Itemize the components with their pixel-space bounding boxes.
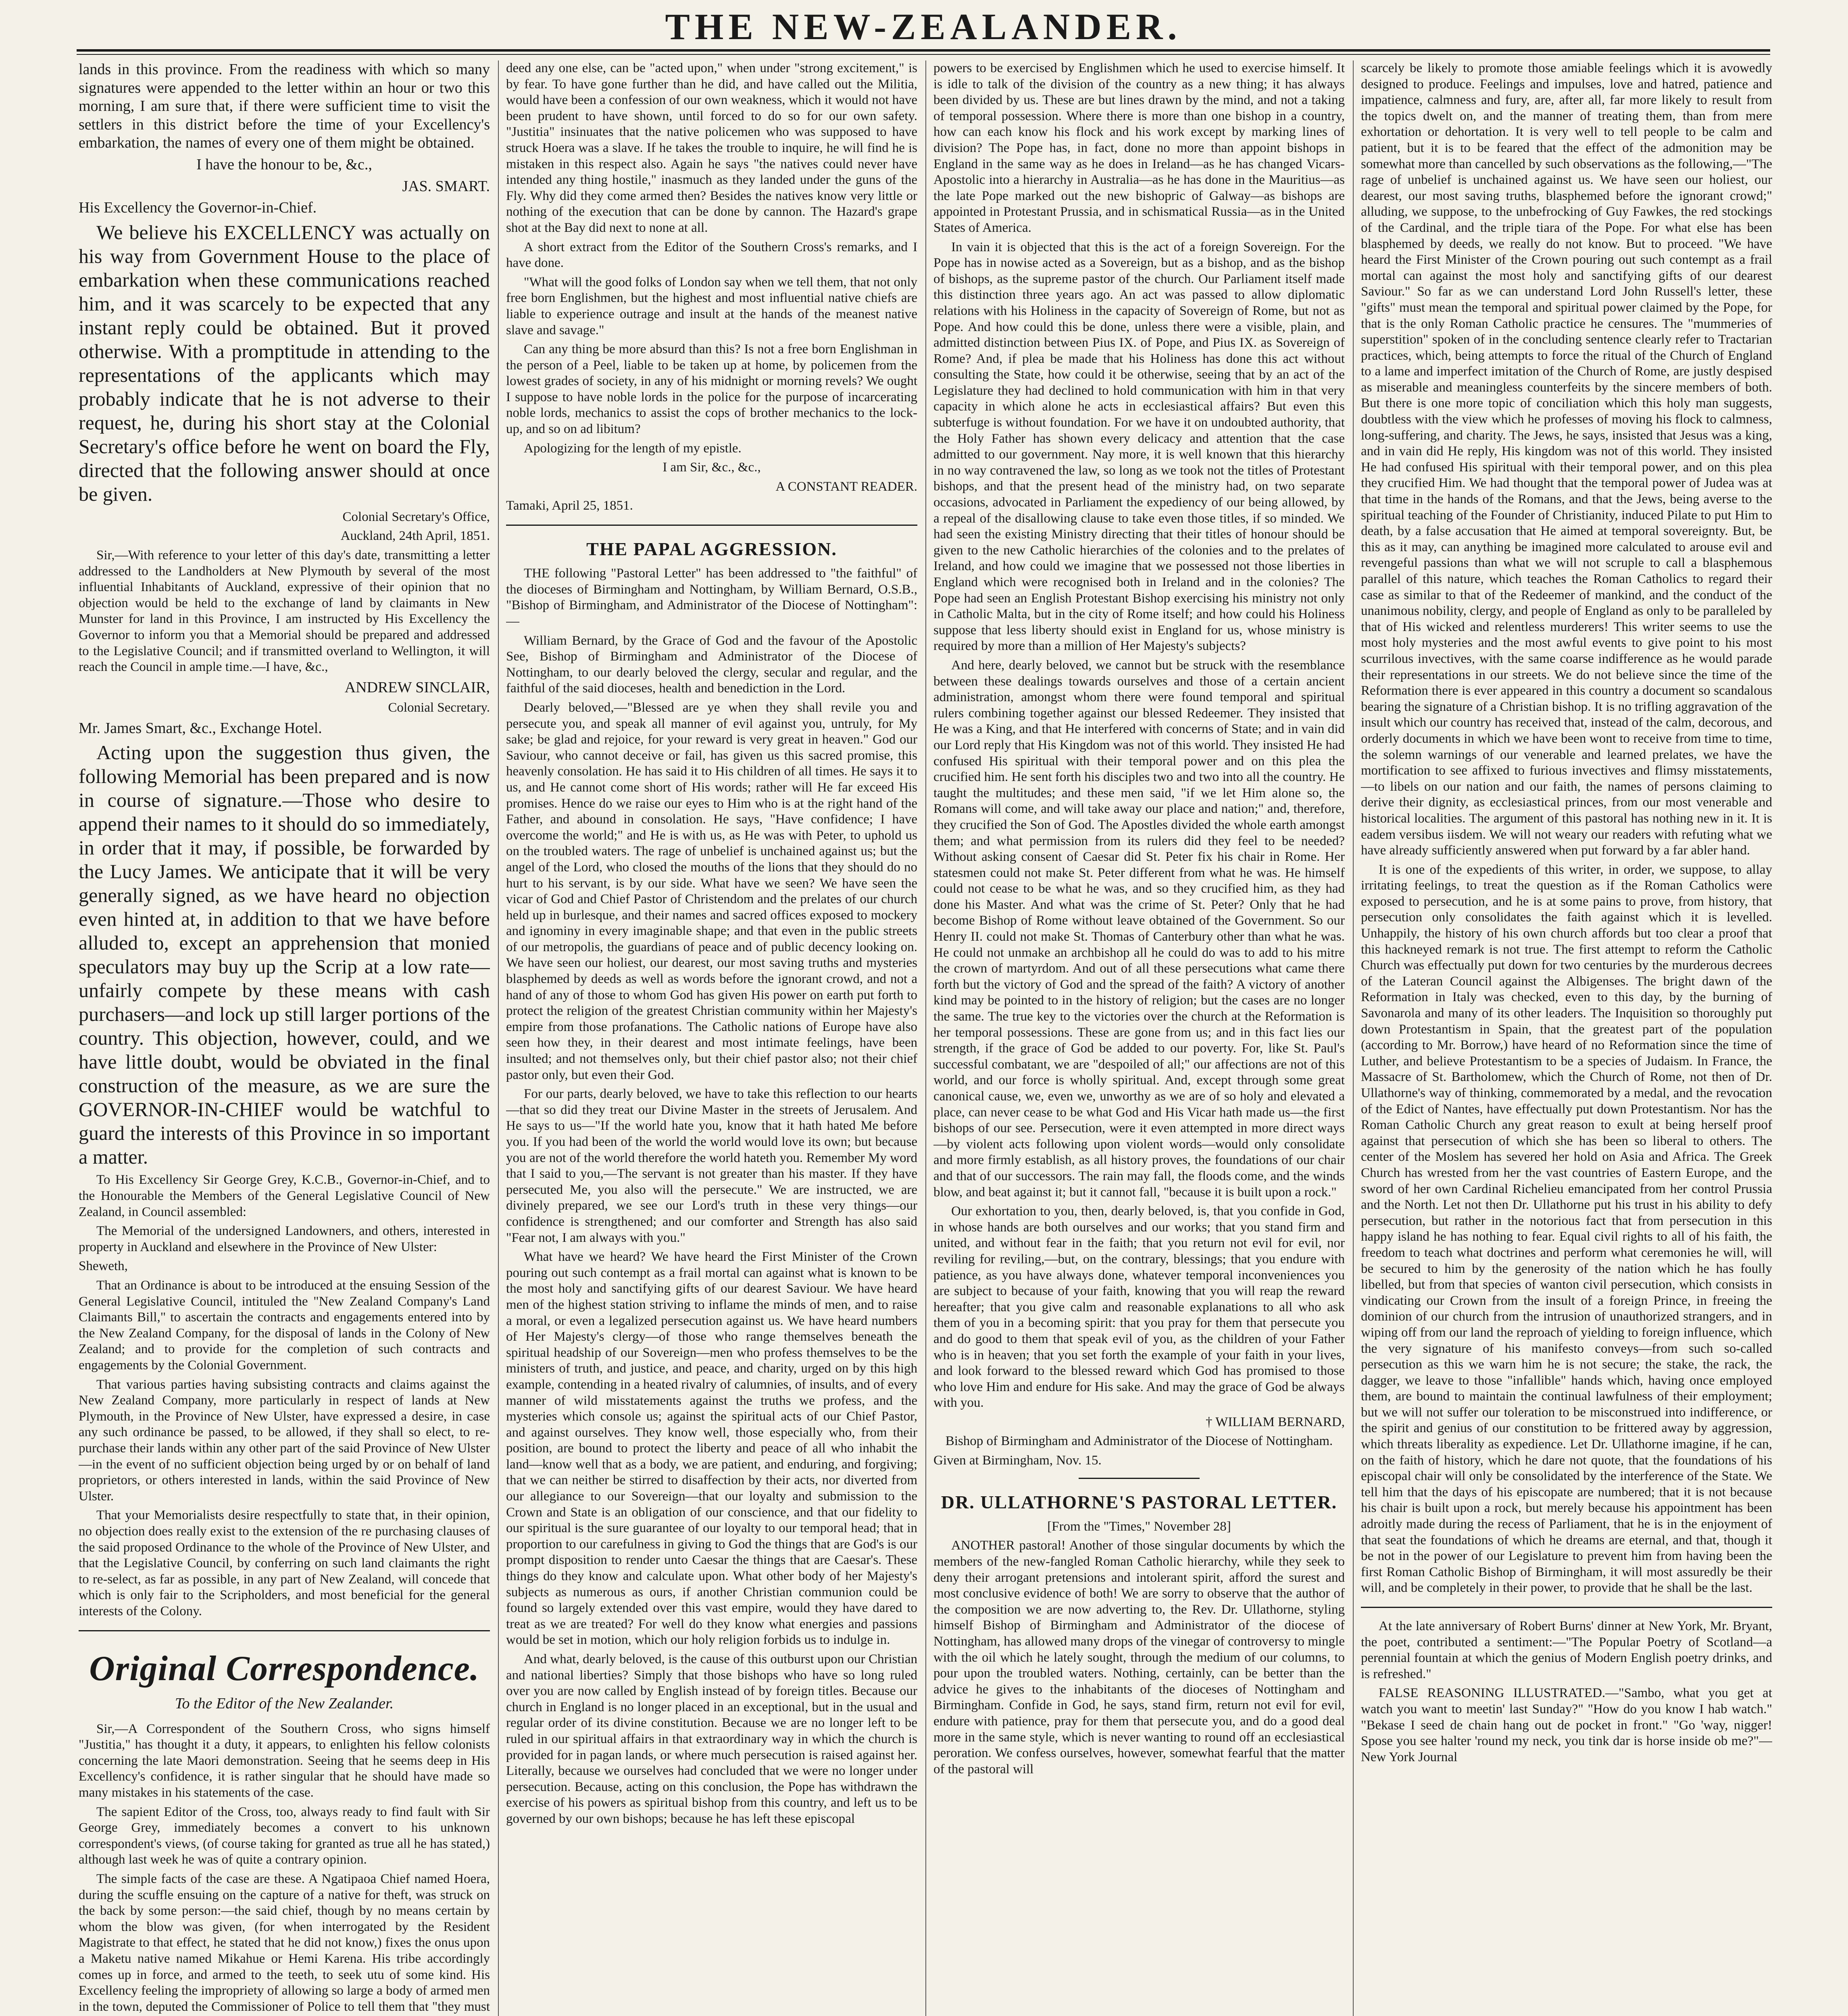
paragraph: scarcely be likely to promote those amiable feelings which it is avowedly designed to produce. Feelings and impulses, love and hatred, patience and impatience, calmness and fury, are, after all, far more likely to result from the topics dwelt on, and the manner of treating them, than from mere exhortation or dehortation. It is very well to tell people to be calm and patient, but it is to be feared that the effect of the admonition may be somewhat more than cancelled by such observations as the following,—"The rage of unbelief is unchained against us. We have seen our holiest, our dearest, our most saving truths, blasphemed before the ignorant crowd;" alluding, we suppose, to the unbefrocking of Guy Fawkes, the red stockings of the Cardinal, and the triple tiara of the Pope. For what else has been blasphemed by deeds, we really do not know. But to proceed. "We have heard the First Minister of the Crown pouring out such contempt as a frail mortal can against the most holy and sanctifying gifts of our dearest Saviour." So far as we can understand Lord John Russell's letter, these "gifts" must mean the temporal and spiritual power claimed by the Pope, for that is the only Roman Catholic practice he censures. The "mummeries of superstition" spoken of in the concluding sentence clearly refer to Tractarian practices, which, being attempts to force the ritual of the Church of England to a lame and imperfect imitation of the Church of Rome, are justly despised as miserable and meaningless counterfeits by the sincere members of both. But there is one more topic of conciliation which this holy man suggests, doubtless with the view which he professes of moving his flock to calmness, long-suffering, and charity. The Jews, he says, insisted that Jesus was a king, and in vain did He reply, His kingdom was not of this world. They insisted He had confused His spiritual with their temporal power, and on this plea they crucified Him. We had thought that the temporal power of Judea was at that time in the hands of the Romans, and that the Jews, being averse to the spiritual teaching of the Founder of Christianity, induced Pilate to put Him to death, by a false accusation that He aimed at temporal sovereignty. But, be this as it may, can anything be imagined more calculated to arouse evil and revengeful passions than what we will not scruple to call a blasphemous parallel of this nature, which teaches the Roman Catholics to regard their case as similar to that of the Redeemer of mankind, and the conduct of the unanimous nobility, clergy, and people of England as only to be paralleled by that of His wicked and relentless murderers! This writer seems to use the most holy mysteries and the most awful events to give point to his most scurrilous invectives, with the same coarse indifference as he would parade their representations in our streets. We do not believe since the time of the Reformation there is ever appeared in this country a document so scandalous bearing the signature of a Christian bishop. It is no trifling aggravation of the insult which our country has received that, instead of the calm, decorous, and orderly documents in which we have been wont to receive from time to time, the solemn warnings of our venerable and learned prelates, we have the mortification to see affixed to furious invectives and flimsy misstatements, —to libels on our nation and our faith, the names of persons claiming to derive their dignity, as ecclesiastical princes, from our most venerable and historical localities. The argument of this pastoral has nothing new in it. It is eadem versibus iisdem. We will not weary our readers with refuting what we have already sufficiently answered when put forward by a far abler hand. [1361, 61, 1772, 858]
column-4 [1361, 60, 1772, 2016]
paragraph: It is one of the expedients of this writer, in order, we suppose, to allay irritating feelings, to treat the question as if the Roman Catholics were exposed to persecution, and he is at some pains to prove, from history, that persecution only consolidates the faith against which it is levelled. Unhappily, the history of his own church affords but too clear a proof that this hackneyed remark is not true. The first attempt to reform the Catholic Church was effectually put down for two centuries by the murderous decrees of the Lateran Council against the Albigenses. The bright dawn of the Reformation in Italy was checked, even to this day, by the burning of Savonarola and many of its other leaders. The Inquisition so thoroughly put down Protestantism in Spain, that the greatest part of the population (according to Mr. Borrow,) have heard of no Reformation since the time of Luther, and believe Protestantism to be a species of Judaism. In France, the Massacre of St. Bartholomew, which the Church of Rome, not then of Dr. Ullathorne's way of thinking, commemorated by a medal, and the revocation of the Edict of Nantes, have effectually put down Protestantism. Nor has the Roman Catholic Church any great reason to exult at being herself proof against that persecution of which she has been so liberal to others. The center of the Moslem has severed her hold on Asia and Africa. The Greek Church has wrested from her the vast countries of Eastern Europe, and the sword of her own Cardinal Richelieu emancipated from her control Prussia and the North. Let not then Dr. Ullathorne put his trust in his ability to defy persecution, but rather in the notorious fact that from persecution in this happy island he has nothing to fear. Equal civil rights to all of his faith, the freedom to teach what doctrines and perform what ceremonies he will, will be secured to him by the generosity of the nation which he has foully libelled, but from that species of wanton civil persecution, which consists in vindicating our Crown from the insult of a foreign Prince, in freeing the dominion of our church from the intrusion of unauthorized strangers, and in wiping off from our land the reproach of yielding to foreign influence, which the very signature of his manifesto conveys—from such so-called persecution as this we warn him he is not secure; the stake, the rack, the dagger, we leave to those "infallible" hands which, having once employed them, are bound to maintain the continual lawfulness of their employment; but we will not suffer our toleration to be misconstrued into indifference, or the spirit and genius of our constitution to be frittered away by aggression, which threats liberality as expedience. Let Dr. Ullathorne imagine, if he can, on the faith of history, which he dare not quote, that the foundations of his episcopal chair will only be consolidated by the interference of the State. We tell him that the days of his episcopate are numbered; that it is not because his chair is built upon a rock, but merely because his appointment has been adroitly made during the recess of Parliament, that he is in the enjoyment of that seat the foundations of which he dreams are eternal, and that, though it be not in the power of our Legislature to prevent him from having been the first Roman Catholic Bishop of Birmingham, it will most assuredly be their will, and be completely in their power, to provide that he shall be the last. [1361, 862, 1772, 1595]
paragraph: "What will the good folks of London say when we tell them, that not only free born Englishmen, but the highest and most influential native chiefs are liable to experience outrage and insult at the hands of the meanest native slave and savage." [506, 275, 917, 337]
paragraph: Acting upon the suggestion thus given, the following Memorial has been prepared and is now in course of signature.—Those who desire to append their names to it should do so immediately, in order that it may, if possible, be forwarded by the Lucy James. We anticipate that it will be very generally signed, as we have heard no objection even hinted at, in addition to that we have before alluded to, except an apprehension that monied speculators may buy up the Scrip at a low rate—unfairly compete by these means with cash purchasers—and lock up still larger portions of the country. This objection, however, could, and we have little doubt, would be obviated in the final construction of the measure, as we are sure the GOVERNOR-IN-CHIEF would be watchful to guard the interests of this Province in so important a matter. [79, 741, 490, 1168]
column-2 [506, 60, 917, 2016]
section-heading: Original Correspondence. [89, 1649, 479, 1688]
paragraph: And here, dearly beloved, we cannot but be struck with the resemblance between these dealings towards ourselves and those of a certain ancient administration, amongst whom there were found temporal and spiritual rulers combining together against our blessed Redeemer. They insisted that He was a King, and that He interfered with concerns of State; and in vain did our Lord reply that His Kingdom was not of this world. They insisted He had confused His spiritual with their temporal power and on this plea the crucified him. He sent forth his disciples two and two into all the country. He taught the multitudes; and these men said, "if we let Him alone so, the Romans will come, and will take away our place and nation;" and, therefore, they crucified the Son of God. The Apostles divided the whole earth amongst them; and what permission from its rulers did they feel to be needed? Without asking consent of Caesar did St. Peter fix his chair in Rome. Her statesmen could not make St. Peter different from what he was. He himself could not cease to be what he was, and so they crucified him, as they had done his Master. And what was the crime of St. Peter? Only that he had become Bishop of Rome without leave obtained of the Government. So our Henry II. could not make St. Thomas of Canterbury other than what he was. He could not unmake an archbishop all he could do was to add to his mitre the crown of martyrdom. And out of all these persecutions what came there forth but the victory of God and the spread of the faith? A victory of another kind may be pointed to in the history of religion; but the cases are no longer the same. The true key to the victories over the church at the Reformation is her temporal possessions. These are gone from us; and in this fact lies our strength, if the grace of God be added to our poverty. For, like St. Paul's successful combatant, we are "despoiled of all;" our affections are not of this world, and our force is wholly spiritual. And, except through some great canonical cause, we, even we, unworthy as we are of so holy and elevated a place, can never cease to be what God and His Vicar hath made us—the first bishops of our see. Persecution, were it even attempted in more direct ways—by violent acts following upon violent words—would only consolidate and more firmly establish, as all history proves, the foundations of our chair and that of our successors. The rain may fall, the floods come, and the winds blow, and beat against it; but it cannot fall, "because it is built upon a rock." [933, 658, 1345, 1200]
memorial-sheweth: Sheweth, [79, 1259, 128, 1274]
letter-signer: ANDREW SINCLAIR, [344, 679, 490, 696]
memorial-address: To His Excellency Sir George Grey, K.C.B., Governor-in-Chief, and to the Honourable the Members of the General Legislative Council of New Zealand, in Council assembled: [79, 1173, 490, 1219]
paragraph: deed any one else, can be "acted upon," when under "strong excitement," is by fear. To have gone further than he did, and have called out the Militia, would have been a confession of our own weakness, which it would not have been prudent to have shown, until forced to do so for our own safety. "Justitia" insinuates that the native policemen who was supposed to have struck Hoera was a slave. If he takes the trouble to inquire, he will find he is mistaken in this respect also. Again he says "the natives could never have intended any thing hostile," inasmuch as they landed under the guns of the Fly. Why did they come armed then? Besides the natives know very little or nothing of the execution that can be done by cannon. The Hazard's grape shot at the Bay did next to none at all. [506, 61, 917, 235]
paragraph: THE following "Pastoral Letter" has been addressed to "the faithful" of the dioceses of Birmingham and Nottingham, by William Bernard, O.S.B., "Bishop of Birmingham, and Administrator of the Diocese of Nottingham":— [506, 566, 917, 629]
section-rule [79, 1630, 490, 1631]
article-source: [From the "Times," November 28] [1047, 1519, 1231, 1534]
paragraph: Can any thing be more absurd than this? Is not a free born Englishman in the person of a Peel, liable to be taken up at home, by policemen from the lowest grades of society, in any of his midnight or morning revels? We ought I suppose to have noble lords in the police for the purpose of incarcerating noble lords, mechanics to assist the cops of brother mechanics to the lock-up, and so on ad libitum? [506, 342, 917, 437]
paragraph: The sapient Editor of the Cross, too, always ready to find fault with Sir George Grey, immediately becomes a convert to his unknown correspondent's views, (of course taking for granted as true all he has stated,) although last week he was of quite a contrary opinion. [79, 1804, 490, 1867]
paragraph: Apologizing for the length of my epistle. [524, 441, 742, 456]
letter-place-date: Tamaki, April 25, 1851. [506, 498, 633, 513]
letter-closing: I am Sir, &c., &c., [663, 460, 761, 475]
letter-recipient: His Excellency the Governor-in-Chief. [79, 199, 317, 217]
paragraph: For our parts, dearly beloved, we have to take this reflection to our hearts—that so did they treat our Divine Master in the streets of Jerusalem. And He says to us—"If the world hate you, know that it hath hated Me before you. If you had been of the world the world would love its own; but because you are not of the world therefore the world hateth you. Remember My word that I said to you,—The servant is not greater than his master. If they have persecuted Me, you also will the persecute." We are instructed, we are divinely prepared, we see our Lord's truth in these very things—our confidence is strengthened; and our comforter and Strength has also said "Fear not, I am always with you." [506, 1087, 917, 1245]
section-rule [1361, 1607, 1772, 1608]
paragraph: The simple facts of the case are these. A Ngatipaoa Chief named Hoera, during the scuffle ensuing on the capture of a native for theft, was struck on the back by some person:—the said chief, though by no means certain by whom the blow was given, (for when interrogated by the Resident Magistrate to that effect, he stated that he did not know,) fixes the onus upon a Maketu native named Mikahue or Hemi Karena. His tribe accordingly comes up in force, and armed to the teeth, to seek utu of some kind. His Excellency feeling the impropriety of allowing so large a body of armed men in the town, deputed the Commissioner of Police to tell them that "they must [79, 1872, 490, 2014]
paragraph: FALSE REASONING ILLUSTRATED.—"Sambo, what you get at watch you want to meetin' last Sunday?" "How do you know I hab watch." "Bekase I seed de chain hang out de pocket in front." "Go 'way, nigger! Spose you see halter 'round my neck, you tink dar is horse inside ob me?"—New York Journal [1361, 1686, 1772, 1764]
office-date: Auckland, 24th April, 1851. [340, 529, 490, 544]
column-divider [925, 60, 926, 2016]
memorial-clause: That various parties having subsisting contracts and claims against the New Zealand Company, more particularly in respect of lands at New Plymouth, in the Province of New Ulster, have expressed a desire, in case any such ordinance be passed, to be allowed, if they shall so elect, to re-purchase their lands within any other part of the said Province of New Ulster—in the event of no sufficient objection being urged by or on behalf of land proprietors, or others interested in lands, within the said Province of New Ulster. [79, 1377, 490, 1504]
section-rule [1079, 1478, 1200, 1479]
paragraph: powers to be exercised by Englishmen which he used to exercise himself. It is idle to talk of the division of the country as a new thing; it has always been divided by us. These are but lines drawn by the mind, and not a taking of temporal possession. Where there is more than one bishop in a country, how can each know his flock and his work except by marking lines of division? The Pope has, in fact, done no more than appoint bishops in England in the same way as he does in Ireland—as he has changed Vicars-Apostolic into a hierarchy in Australia—as he has done in the Mauritius—as the late Pope marked out the new bishopric of Galway—as bishops are appointed in Protestant Prussia, and in schismatical Russia—as in the United States of America. [933, 61, 1345, 235]
article-heading: THE PAPAL AGGRESSION. [586, 539, 837, 560]
section-rule [506, 525, 917, 526]
letter-closing: I have the honour to be, &c., [196, 156, 372, 173]
memorial-intro: The Memorial of the undersigned Landowners, and others, interested in property in Auckland and elsewhere in the Province of New Ulster: [79, 1224, 490, 1254]
paragraph: Dearly beloved,—"Blessed are ye when they shall revile you and persecute you, and speak all manner of evil against you, untruly, for My sake; be glad and rejoice, for your reward is very great in heaven." God our Saviour, who cannot deceive or fail, has given us this sacred promise, this heavenly consolation. He has said it to His children of all times. He says it to us, and He cannot come short of His words; rather will He far exceed His promises. Hence do we raise our eyes to Him who is at the right hand of the Father, and abound in consolation. He says, "Have confidence; I have overcome the world;" and He is with us, as He was with Peter, to uphold us on the troubled waters. The rage of unbelief is unchained against us; but the angel of the Lord, who closed the mouths of the lions that they should do no hurt to his servant, is by our side. What have we seen? We have seen the vicar of God and Chief Pastor of Christendom and the prelates of our church held up in burlesque, and their names and sacred offices exposed to mockery and ignominy in every imaginable shape; and that even in the public streets of our metropolis, the guardians of peace and of public decency looking on. We have seen our holiest, our dearest, our most saving truths and mysteries blasphemed by deeds as well as words before the ignorant crowd, and not a hand of any of those to whom God has given His power on earth put forth to protect the religion of the greatest Christian community within her Majesty's empire from those profanations. The Catholic nations of Europe have also seen how they, in their dearest and most intimate feelings, have been insulted; and not themselves only, but their chief pastor also; not their chief pastor only, but even their God. [506, 700, 917, 1082]
column-3 [933, 60, 1345, 2016]
paragraph: Sir,—A Correspondent of the Southern Cross, who signs himself "Justitia," has thought it a duty, it appears, to enlighten his fellow colonists concerning the late Maori demonstration. Seeing that he seems deep in His Excellency's confidence, it is rather singular that he should have made so many mistakes in his statements of the case. [79, 1721, 490, 1800]
paragraph: We believe his EXCELLENCY was actually on his way from Government House to the place of embarkation when these communications reached him, and it was scarcely to be expected that any instant reply could be obtained. But it proved otherwise. With a promptitude in attending to the representations of the applicants which may probably indicate that he is not adverse to their request, he, during his short stay at the Colonial Secretary's office before he went on board the Fly, directed that the following answer should at once be given. [79, 221, 490, 505]
paragraph: At the late anniversary of Robert Burns' dinner at New York, Mr. Bryant, the poet, contributed a sentiment:—"The Popular Poetry of Scotland—a perennial fountain at which the genius of Modern English poetry drinks, and is refreshed." [1361, 1619, 1772, 1681]
signer-title: Colonial Secretary. [388, 700, 490, 715]
article-heading: DR. ULLATHORNE'S PASTORAL LETTER. [941, 1491, 1338, 1512]
section-subheading: To the Editor of the New Zealander. [175, 1695, 394, 1712]
masthead-title: THE NEW-ZEALANDER. [665, 6, 1182, 47]
column-divider [498, 60, 499, 2016]
letter-signer: JAS. SMART. [402, 177, 490, 195]
masthead-rule [77, 49, 1770, 52]
letter-address: Mr. James Smart, &c., Exchange Hotel. [79, 719, 322, 737]
memorial-clause: That an Ordinance is about to be introduced at the ensuing Session of the General Legislative Council, intituled the "New Zealand Company's Land Claimants Bill," to ascertain the contracts and engagements entered into by the New Zealand Company, for the disposal of lands in the Colony of New Zealand; and to provide for the completion of such contracts and engagements by the Colonial Government. [79, 1278, 490, 1372]
paragraph: ANOTHER pastoral! Another of those singular documents by which the members of the new-fangled Roman Catholic hierarchy, while they seek to deny their arrogant pretensions and intolerant spirit, afford the surest and most conclusive evidence of both! We are sorry to observe that the author of the composition we are now adverting to, the Rev. Dr. Ullathorne, styling himself Bishop of Birmingham and Administrator of the diocese of Nottingham, has allowed many drops of the vinegar of controversy to mingle with the oil which he lately sought, through the medium of our columns, to pour upon the troubled waters. Nothing, certainly, can be better than the advice he gives to the inhabitants of the dioceses of Nottingham and Birmingham. Confide in God, he says, stand firm, return not evil for evil, endure with patience, pray for them that persecute you, and do a good deal more in the same style, which is never wanting to round off an ecclesiastical peroration. We confess ourselves, however, somewhat fearful that the matter of the pastoral will [933, 1538, 1345, 1776]
office-name: Colonial Secretary's Office, [342, 509, 490, 524]
letter-date: Given at Birmingham, Nov. 15. [933, 1453, 1102, 1468]
letter-signer: † WILLIAM BERNARD, [1206, 1414, 1345, 1429]
column-1 [79, 60, 490, 2016]
column-divider [1353, 60, 1354, 2016]
paragraph: lands in this province. From the readiness with which so many signatures were appended to the letter within an hour or two this morning, I am sure that, if there were sufficient time to visit the settlers in this district before the time of your Excellency's embarkation, the names of every one of them might be obtained. [79, 61, 490, 152]
paragraph: What have we heard? We have heard the First Minister of the Crown pouring out such contempt as a frail mortal can against what is known to be the most holy and sanctifying gifts of our dearest Saviour. We have heard men of the highest station striving to inflame the minds of men, and to raise a moral, or even a legalized persecution against us. We have heard numbers of Her Majesty's clergy—of those who range themselves beneath the spiritual headship of our Sovereign—men who profess themselves to be the ministers of truth, and justice, and peace, and charity, urged on by this high example, contending in a heated rivalry of calumnies, of insults, and of every manner of wild misstatements against the truths we profess, and the mysteries which console us; against the spiritual acts of our Chief Pastor, and against ourselves. They know well, those especially who, from their position, are bound to protect the liberty and peace of all who inhabit the land—know well that as a body, we are patient, and enduring, and forgiving; that we can neither be stirred to disaffection by their acts, nor diverted from our allegiance to our Sovereign—that our loyalty and submission to the Crown and State is an obligation of our conscience, and that our fidelity to our spiritual is the sure guarantee of our loyalty to our temporal head; that in proportion to our carefulness in giving to God the things that are God's is our prompt disposition to render unto Caesar the things that are Caesar's. These things do they know and calculate upon. What other body of her Majesty's subjects as numerous as ours, if another Christian communion could be found so largely extended over this vast empire, would they have dared to treat as we are treated? For well do they know what energies and passions would be set in motion, which our holy religion forbids us to indulge in. [506, 1250, 917, 1647]
letter-signer: A CONSTANT READER. [775, 479, 917, 494]
paragraph: William Bernard, by the Grace of God and the favour of the Apostolic See, Bishop of Birmingham and Administrator of the Diocese of Nottingham, to our dearly beloved the clergy, secular and regular, and the faithful of the said dioceses, health and benediction in the Lord. [506, 633, 917, 696]
paragraph: Our exhortation to you, then, dearly beloved, is, that you confide in God, in whose hands are both ourselves and our works; that you stand firm and united, and without fear in the faith; that you return not evil for evil, nor reviling for reviling,—but, on the contrary, blessings; that you endure with patience, as you have always done, whatever temporal inconveniences you are subject to because of your faith, knowing that you will reap the reward hereafter; that you give calm and reasonable explanations to all who ask them of you in a becoming spirit: that you pray for them that persecute you and do good to them that speak evil of you, as the children of your Father who is in heaven; that you set forth the example of your faith in your lives, and look forward to the blessed reward which God has promised to those who love Him and endure for His sake. And may the grace of God be always with you. [933, 1204, 1345, 1410]
masthead-rule-thin [77, 54, 1770, 55]
memorial-clause: That your Memorialists desire respectfully to state that, in their opinion, no objection does really exist to the extension of the re purchasing clauses of the said proposed Ordinance to the whole of the Province of New Ulster, and that the Legislative Council, by conferring on such land claimants the right to re-select, as far as possible, in any part of New Zealand, will concede that which is only fair to the Scripholders, and most beneficial for the general interests of the Colony. [79, 1508, 490, 1618]
signer-title: Bishop of Birmingham and Administrator of the Diocese of Nottingham. [945, 1434, 1333, 1449]
paragraph: In vain it is objected that this is the act of a foreign Sovereign. For the Pope has in nowise acted as a Sovereign, but as a bishop, and as the bishop of bishops, as the supreme pastor of the church. Our Parliament itself made this distinction three years ago. An act was passed to allow diplomatic relations with his Holiness in the capacity of Sovereign of Rome, but not as Pope. And how could this be done, unless there were a visible, plain, and admitted distinction between Pius IX. of Pope, and Pius IX. as Sovereign of Rome? And, if plea be made that his Holiness has done this act without consulting the State, how could it be otherwise, seeing that by an act of the Legislature they had declined to hold communication with him in that very capacity in which alone he acts in ecclesiastical affairs? But even this subterfuge is without foundation. For we have it on undoubted authority, that the Holy Father has shown every delicacy and attention that the case admitted to our government. Nay more, it is well known that this hierarchy in no way contravened the law, so long as we took not the titles of Protestant bishops, and that the present head of the ministry had, on two separate occasions, advocated in Parliament the expediency of our being allowed, by a repeal of the disallowing clause to take even those titles, if so minded. We had seen the existing Ministry directing that their titles of honour should be given to the new Catholic hierarchies of the colonies and to the prelates of Ireland, and how could we imagine that we possessed not those liberties in England which were recognised both in Ireland and in the colonies? The Pope had seen an English Protestant Bishop exercising his ministry not only in Catholic Malta, but in the city of Rome itself; and how could his Holiness suppose that less liberty should exist in England for us, whose ministry is required by more than a million of Her Majesty's subjects? [933, 240, 1345, 654]
paragraph: And what, dearly beloved, is the cause of this outburst upon our Christian and national liberties? Simply that those bishops who have so long ruled over you are now called by English instead of by foreign titles. Because our church in England is no longer placed in an exceptional, but in the usual and regular order of its divine constitution. Because we are no longer left to be ruled in our spiritual affairs in that extraordinary way in which the church is provided for in pagan lands, or where much persecution is raised against her. Literally, because we ourselves had concluded that we were no longer under persecution. Because, acting on this conclusion, the Pope has withdrawn the exercise of his powers as spiritual bishop from this country, and left us to be governed by our own bishops; because he has left these episcopal [506, 1652, 917, 1826]
paragraph: A short extract from the Editor of the Southern Cross's remarks, and I have done. [506, 240, 917, 271]
paragraph: Sir,—With reference to your letter of this day's date, transmitting a letter addressed to the Landholders at New Plymouth by several of the most influential Inhabitants of Auckland, expressive of their opinion that no objection would be held to the exchange of land by claimants in New Munster for land in this Province, I am instructed by His Excellency the Governor to inform you that a Memorial should be prepared and addressed to the Legislative Council; and if transmitted overland to Wellington, it will reach the Council in ample time.—I have, &c., [79, 548, 490, 675]
